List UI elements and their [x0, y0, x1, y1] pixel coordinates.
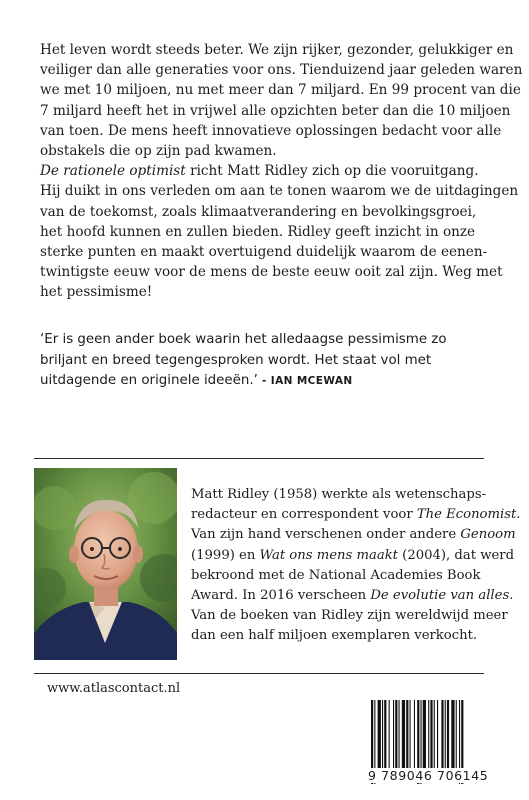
quote-line: briljant en breed tegengesproken wordt. Het staat vol met — [40, 352, 432, 368]
bio-line: Matt Ridley (1958) werkte als wetenschaps- — [191, 487, 487, 502]
quote-line: ‘Er is geen ander boek waarin het alledaagse pessimisme zo — [40, 332, 447, 347]
bio-text: Van zijn hand verschenen onder andere — [191, 527, 461, 543]
blurb-line: twintigste eeuw voor de mens de beste eeuw ooit zal zijn. Weg met — [40, 264, 503, 281]
quote-line — [40, 371, 510, 392]
blurb-line: veiliger dan alle generaties voor ons. Tienduizend jaar geleden waren — [40, 62, 523, 79]
barcode-bar — [378, 700, 381, 768]
bio-line — [191, 586, 514, 606]
barcode-bar — [428, 700, 429, 768]
bio-text: . — [516, 507, 521, 523]
barcode-bar — [410, 700, 411, 768]
barcode-bar — [456, 700, 457, 768]
publisher-url[interactable]: www.atlascontact.nl — [47, 681, 181, 696]
blurb-line: we met 10 miljoen, nu met meer dan 7 miljard. En 99 procent van die — [40, 82, 521, 99]
barcode-bar — [389, 700, 390, 768]
barcode-bar — [402, 700, 405, 768]
bio-line — [191, 546, 515, 566]
barcode-bar — [406, 700, 408, 768]
quote-line-text: uitdagende en originele ideeën.’ — [40, 373, 258, 389]
publication-title: The Economist — [416, 507, 517, 523]
barcode-bar — [414, 700, 415, 768]
blurb-line: Het leven wordt steeds beter. We zijn rijker, gezonder, gelukkiger en — [40, 42, 514, 58]
bio-text: Award. In 2016 verscheen — [191, 588, 371, 604]
blurb-line: Hij duikt in ons verleden om aan te tonen waarom we de uitdagingen — [40, 183, 519, 200]
blurb-line: het hoofd kunnen en zullen bieden. Ridley geeft inzicht in onze — [40, 223, 476, 240]
barcode-bar — [445, 700, 446, 768]
barcode-bar — [395, 700, 397, 768]
bio-text: (2004), dat werd — [397, 547, 515, 563]
barcode-bar — [437, 700, 438, 768]
blurb-line — [40, 161, 510, 181]
barcode-bar — [447, 700, 449, 768]
bio-text: (1999) en — [191, 547, 260, 563]
bio-text: redacteur en correspondent voor — [191, 507, 417, 523]
bio-line: bekroond met de National Academies Book — [191, 567, 481, 583]
blurb-line: sterke punten en maakt overtuigend duidelijk waarom de eenen- — [40, 244, 488, 261]
blurb-line: van toen. De mens heeft innovatieve oplossingen bedacht voor alle — [40, 122, 502, 139]
book-title: Genoom — [460, 527, 516, 543]
bio-line — [191, 505, 521, 525]
barcode-bar — [430, 700, 432, 768]
bio-line: Van de boeken van Ridley zijn wereldwijd meer — [191, 608, 508, 624]
barcode-bar — [423, 700, 426, 768]
barcode-bar — [451, 700, 454, 768]
blurb-line-rest: richt Matt Ridley zich op die vooruitgang. — [185, 163, 479, 180]
blurb-line: 7 miljard heeft het in vrijwel alle opzichten beter dan die 10 miljoen — [40, 102, 511, 119]
author-photo — [34, 468, 177, 660]
blurb-text — [40, 40, 523, 303]
barcode-bar — [384, 700, 386, 768]
bio-line: dan een half miljoen exemplaren verkocht. — [191, 628, 478, 644]
book-title: Wat ons mens maakt — [259, 547, 398, 563]
quote-attribution: - IAN MCEWAN — [257, 375, 353, 388]
blurb-line: obstakels die op zijn pad kwamen. — [40, 143, 277, 160]
divider-bottom — [34, 673, 484, 674]
book-title: De evolutie van alles — [370, 588, 510, 604]
isbn-number: 9 789046 706145 — [368, 768, 498, 783]
bio-text: . — [509, 588, 514, 604]
author-portrait-icon — [34, 468, 177, 660]
barcode-bar — [393, 700, 394, 768]
divider-top — [34, 458, 484, 459]
book-title: De rationele optimist — [40, 163, 186, 180]
author-bio — [191, 485, 521, 647]
barcode-bar — [382, 700, 383, 768]
barcode-bar — [441, 700, 443, 768]
blurb-line: het pessimisme! — [40, 284, 153, 301]
barcode-bar — [434, 700, 435, 768]
review-quote — [40, 330, 510, 392]
blurb-line: van de toekomst, zoals klimaatverandering en bevolkingsgroei, — [40, 203, 477, 220]
barcode-bar — [399, 700, 400, 768]
bio-line — [191, 525, 516, 545]
